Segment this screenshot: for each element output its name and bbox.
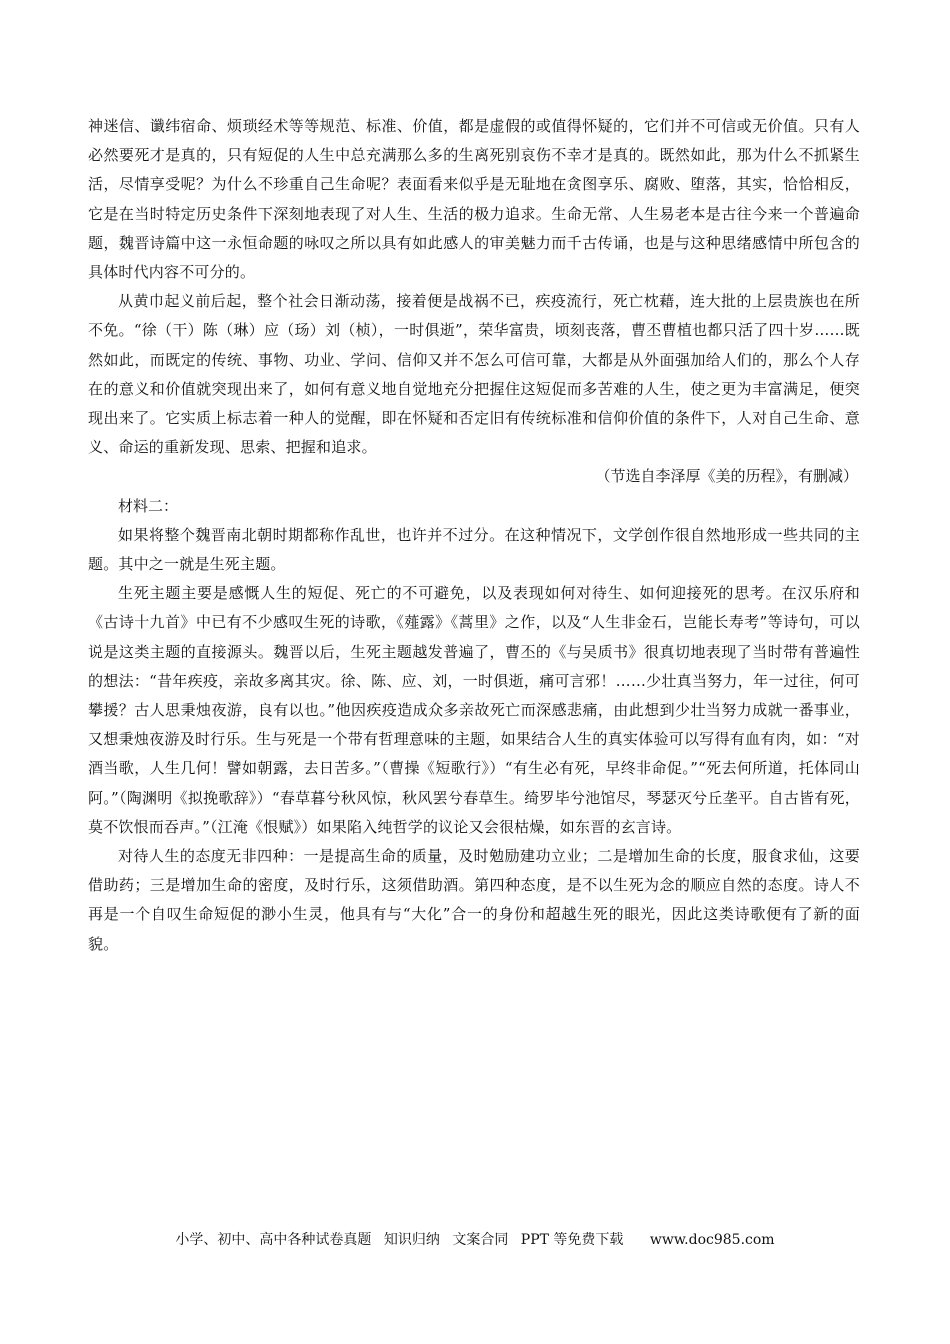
footer-url-link[interactable]: www.doc985.com xyxy=(649,1232,775,1248)
material-2-label: 材料二： xyxy=(118,496,179,515)
footer-text-2: 知识归纳 xyxy=(383,1232,440,1248)
paragraph-4: 生死主题主要是感慨人生的短促、死亡的不可避免，以及表现如何对待生、如何迎接死的思考。在汉乐府和《古诗十九首》中已有不少感叹生死的诗歌，《薤露》《蒿里》之作，以及“人生非金石，岂能长寿考”等诗句，可以说是这类主题的直接源头。魏晋以后，生死主题越发普遍了，曹丕的《与吴质书》很真切地表现了当时带有普遍性的想法：“昔年疾疫，亲故多离其灾。徐、陈、应、刘，一时俱逝，痛可言邪！……少壮真当努力，年一过往，何可攀援？古人思秉烛夜游，良有以也。”他因疾疫造成众多亲故死亡而深感悲痛，由此想到少壮当努力成就一番事业，又想秉烛夜游及时行乐。生与死是一个带有哲理意味的主题，如果结合人生的真实体验可以写得有血有肉，如：“对酒当歌，人生几何！譬如朝露，去日苦多。”（曹操《短歌行》）“有生必有死，早终非命促。”“死去何所道，托体同山阿。”（陶渊明《拟挽歌辞》）“春草暮兮秋风惊，秋风罢兮春草生。绮罗毕兮池馆尽，琴瑟灭兮丘垄平。自古皆有死，莫不饮恨而吞声。”（江淹《恨赋》）如果陷入纯哲学的议论又会很枯燥，如东晋的玄言诗。 xyxy=(88,584,860,836)
paragraph-5: 对待人生的态度无非四种：一是提高生命的质量，及时勉励建功立业；二是增加生命的长度，服食求仙，这要借助药；三是增加生命的密度，及时行乐，这须借助酒。第四种态度，是不以生死为念的顺应自然的态度。诗人不再是一个自叹生命短促的渺小生灵，他具有与“大化”合一的身份和超越生死的眼光，因此这类诗歌便有了新的面貌。 xyxy=(88,847,860,953)
source-note: （节选自李泽厚《美的历程》，有删减） xyxy=(595,467,858,486)
paragraph-3: 如果将整个魏晋南北朝时期都称作乱世，也许并不过分。在这种情况下，文学创作很自然地形成一些共同的主题。其中之一就是生死主题。 xyxy=(88,525,860,574)
footer-text-4: PPT 等免费下载 xyxy=(520,1232,624,1248)
page-footer xyxy=(0,1230,950,1250)
footer-text-1: 小学、初中、高中各种试卷真题 xyxy=(175,1232,372,1248)
continuation-paragraph: 神迷信、谶纬宿命、烦琐经术等等规范、标准、价值，都是虚假的或值得怀疑的，它们并不可信或无价值。只有人必然要死才是真的，只有短促的人生中总充满那么多的生离死别哀伤不幸才是真的。既然如此，那为什么不抓紧生活，尽情享受呢？为什么不珍重自己生命呢？表面看来似乎是无耻地在贪图享乐、腐败、堕落，其实，恰恰相反，它是在当时特定历史条件下深刻地表现了对人生、生活的极力追求。生命无常、人生易老本是古往今来一个普遍命题，魏晋诗篇中这一永恒命题的咏叹之所以具有如此感人的审美魅力而千古传诵，也是与这种思绪感情中所包含的具体时代内容不可分的。 xyxy=(88,117,860,282)
footer-text-3: 文案合同 xyxy=(452,1232,509,1248)
document-body xyxy=(88,112,860,959)
paragraph-2: 从黄巾起义前后起，整个社会日渐动荡，接着便是战祸不已，疾疫流行，死亡枕藉，连大批的上层贵族也在所不免。“徐（干）陈（琳）应（玚）刘（桢），一时俱逝”，荣华富贵，顷刻丧落，曹丕曹植也都只活了四十岁……既然如此，而既定的传统、事物、功业、学问、信仰又并不怎么可信可靠，大都是从外面强加给人们的，那么个人存在的意义和价值就突现出来了，如何有意义地自觉地充分把握住这短促而多苦难的人生，使之更为丰富满足，便突现出来了。它实质上标志着一种人的觉醒，即在怀疑和否定旧有传统标准和信仰价值的条件下，人对自己生命、意义、命运的重新发现、思索、把握和追求。 xyxy=(88,292,860,457)
